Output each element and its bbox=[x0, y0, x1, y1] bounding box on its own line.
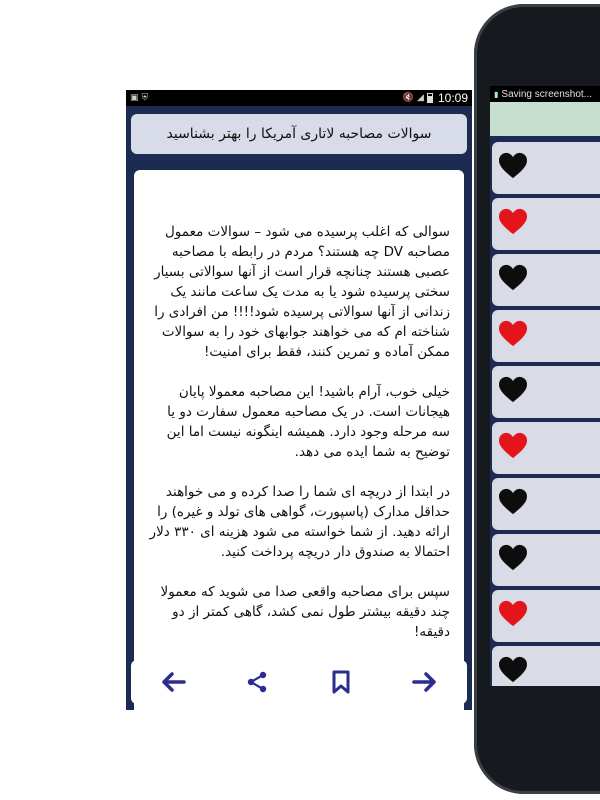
heart-icon[interactable] bbox=[498, 152, 528, 180]
status-time: 10:09 bbox=[437, 91, 468, 105]
phone-status-text: Saving screenshot... bbox=[501, 88, 593, 100]
app-screen bbox=[126, 90, 472, 710]
arrow-right-icon bbox=[412, 671, 438, 693]
heart-icon[interactable] bbox=[498, 600, 528, 628]
status-bar bbox=[126, 90, 472, 106]
bottom-toolbar bbox=[131, 660, 467, 704]
list-item[interactable] bbox=[492, 198, 600, 250]
list-item[interactable] bbox=[492, 590, 600, 642]
screenshot-icon: ▮ bbox=[494, 89, 499, 99]
list-item[interactable] bbox=[492, 478, 600, 530]
phone-screen bbox=[490, 86, 600, 686]
mute-icon: 🔇 bbox=[402, 92, 415, 103]
heart-icon[interactable] bbox=[498, 488, 528, 516]
paragraph: خیلی خوب، آرام باشید! این مصاحبه معمولا پایان هیجانات است. در یک مصاحبه معمول سفارت دو یا سه مرحله وجود دارد. همیشه اینگونه نیست اما این توضیح به شما ایده می دهد. bbox=[166, 384, 450, 460]
bookmark-icon bbox=[331, 670, 351, 694]
shield-notification-icon: ⛨ bbox=[141, 92, 149, 103]
signal-icon: ◢ bbox=[417, 92, 424, 103]
heart-icon[interactable] bbox=[498, 376, 528, 404]
list-item[interactable] bbox=[492, 646, 600, 686]
battery-icon bbox=[427, 93, 433, 103]
heart-icon[interactable] bbox=[498, 544, 528, 572]
heart-icon[interactable] bbox=[498, 264, 528, 292]
heart-icon[interactable] bbox=[498, 656, 528, 684]
share-icon bbox=[245, 670, 269, 694]
list-item[interactable] bbox=[492, 142, 600, 194]
heart-icon[interactable] bbox=[498, 320, 528, 348]
arrow-left-icon bbox=[160, 671, 186, 693]
article-content[interactable] bbox=[134, 170, 464, 710]
list-item[interactable] bbox=[492, 534, 600, 586]
heart-icon[interactable] bbox=[498, 432, 528, 460]
bookmark-button[interactable] bbox=[321, 662, 361, 702]
page-title: سوالات مصاحبه لاتاری آمریکا را بهتر بشناسید bbox=[131, 114, 467, 154]
paragraph: سوالی که اغلب پرسیده می شود – سوالات معمول مصاحبه DV چه هستند؟ مردم در رابطه با مصاحبه عصبی هستند چنانچه قرار است از آنها سوالاتی بسیار سختی پرسیده شود یا به مدت یک ساعت مانند یک زندانی از آنها سوالاتی پرسیده شود!!!! من افرادی را شناخته ام که می خواهند جوابهای خود را به سوالات ممکن آماده و تمرین کنند، فقط برای امنیت! bbox=[154, 224, 450, 360]
favorites-list bbox=[492, 142, 600, 686]
list-item[interactable] bbox=[492, 310, 600, 362]
list-item[interactable] bbox=[492, 366, 600, 418]
phone-header bbox=[490, 102, 600, 136]
phone-status-bar bbox=[490, 86, 600, 102]
back-button[interactable] bbox=[153, 662, 193, 702]
heart-icon[interactable] bbox=[498, 208, 528, 236]
share-button[interactable] bbox=[237, 662, 277, 702]
notification-icon: ▣ bbox=[130, 92, 139, 103]
forward-button[interactable] bbox=[405, 662, 445, 702]
paragraph: در ابتدا از دریچه ای شما را صدا کرده و می خواهند حداقل مدارک (پاسپورت، گواهی های تولد و غیره) را ارائه دهید. از شما خواسته می شود هزینه ای ۳۳۰ دلار احتمالا به صندوق دار دریچه پرداخت کنید. bbox=[149, 484, 450, 560]
list-item[interactable] bbox=[492, 254, 600, 306]
paragraph: سپس برای مصاحبه واقعی صدا می شوید که معمولا چند دقیقه بیشتر طول نمی کشد، گاهی کمتر از دو دقیقه! bbox=[160, 584, 450, 640]
list-item[interactable] bbox=[492, 422, 600, 474]
